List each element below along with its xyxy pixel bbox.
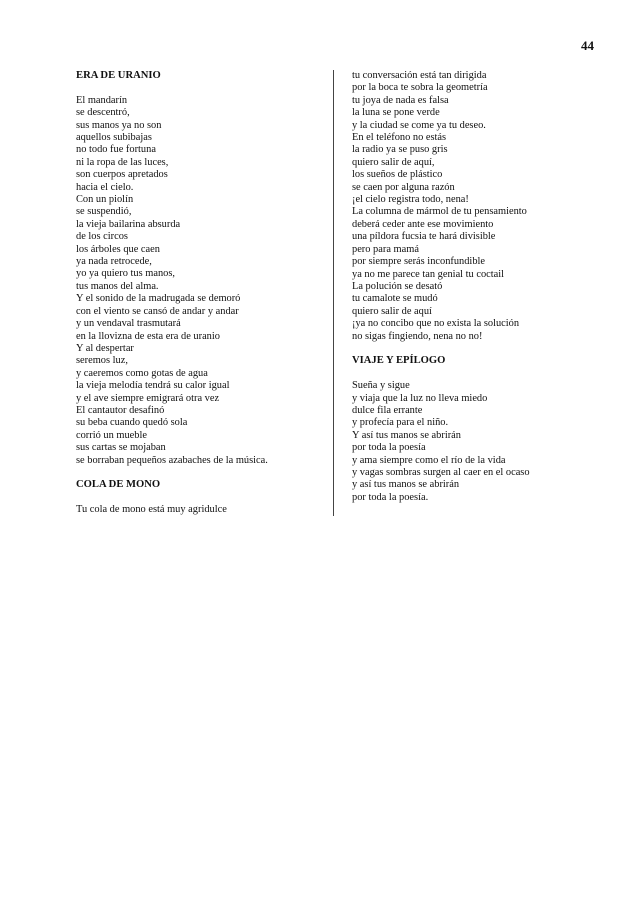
- poem-line: por siempre serás inconfundible: [352, 256, 486, 268]
- poem-line: se borraban pequeños azabaches de la música.: [76, 454, 268, 466]
- poem-line: y caeremos como gotas de agua: [76, 367, 208, 379]
- poem-line: se descentró,: [76, 107, 130, 119]
- poem-line: Sueña y sigue: [352, 380, 410, 392]
- poem-line: y así tus manos se abrirán: [352, 479, 460, 491]
- poem-line: deberá ceder ante ese movimiento: [352, 218, 494, 230]
- poem-title: VIAJE Y EPÍLOGO: [352, 355, 446, 367]
- poem-line: Tu cola de mono está muy agridulce: [76, 504, 227, 516]
- column-divider: [333, 70, 334, 516]
- poem-line: yo ya quiero tus manos,: [76, 268, 175, 280]
- poem-line: pero para mamá: [352, 243, 419, 255]
- poem-line: y la ciudad se come ya tu deseo.: [352, 119, 486, 131]
- poem-line: En el teléfono no estás: [352, 132, 447, 144]
- poem-line: seremos luz,: [76, 355, 128, 367]
- poem-line: no todo fue fortuna: [76, 144, 156, 156]
- right-column: [352, 70, 597, 504]
- poem-line: por la boca te sobra la geometría: [352, 82, 488, 94]
- poem-line: y un vendaval trasmutará: [76, 318, 181, 330]
- poem-line: se suspendió,: [76, 206, 132, 218]
- poem-title: ERA DE URANIO: [76, 70, 161, 81]
- poem-line: la radio ya se puso gris: [352, 144, 448, 156]
- poem-line: y el ave siempre emigrará otra vez: [76, 392, 220, 404]
- poem-line: la vieja bailarina absurda: [76, 218, 181, 230]
- poem-line: Y así tus manos se abrirán: [352, 429, 461, 441]
- poem-line: los sueños de plástico: [352, 169, 443, 181]
- poem-line: tu camalote se mudó: [352, 293, 438, 305]
- poem-line: El cantautor desafinó: [76, 404, 165, 416]
- poem-line: El mandarín: [76, 94, 128, 106]
- poem-line: sus manos ya no son: [76, 119, 162, 131]
- poem-line: la vieja melodía tendrá su calor igual: [76, 380, 230, 392]
- poem-line: La columna de mármol de tu pensamiento: [352, 206, 527, 218]
- poem-line: son cuerpos apretados: [76, 169, 168, 181]
- poem-line: quiero salir de aquí,: [352, 156, 435, 168]
- poem-line: y ama siempre como el río de la vida: [352, 454, 506, 466]
- poem-line: hacia el cielo.: [76, 181, 134, 193]
- poem-line: quiero salir de aquí: [352, 305, 432, 317]
- poem-line: Con un piolín: [76, 194, 134, 206]
- poem-line: su beba cuando quedó sola: [76, 417, 188, 429]
- stanza-gap: [76, 467, 331, 479]
- poem-line: corrió un mueble: [76, 429, 147, 441]
- poem-line: por toda la poesía: [352, 442, 426, 454]
- poem-line: una píldora fucsia te hará divisible: [352, 231, 496, 243]
- poem-line: con el viento se cansó de andar y andar: [76, 305, 239, 317]
- poem-line: ¡el cielo registra todo, nena!: [352, 194, 469, 206]
- poem-line: la luna se pone verde: [352, 107, 440, 119]
- poem-line: aquellos subibajas: [76, 132, 152, 144]
- poem-line: ni la ropa de las luces,: [76, 156, 169, 168]
- poem-line: tu joya de nada es falsa: [352, 94, 449, 106]
- poem-line: ¡ya no concibo que no exista la solución: [352, 318, 520, 330]
- poem-line: se caen por alguna razón: [352, 181, 455, 193]
- poem-line: La polución se desató: [352, 280, 443, 292]
- poem-line: no sigas fingiendo, nena no no!: [352, 330, 483, 342]
- poem-line: tu conversación está tan dirigida: [352, 70, 487, 81]
- stanza-gap: [352, 368, 597, 380]
- poem-line: sus cartas se mojaban: [76, 442, 166, 454]
- poem-line: y profecía para el niño.: [352, 417, 449, 429]
- poem-line: los árboles que caen: [76, 243, 160, 255]
- page-number: 44: [581, 38, 594, 53]
- poem-line: Y al despertar: [76, 342, 134, 354]
- poem-line: ya no me parece tan genial tu coctail: [352, 268, 505, 280]
- stanza-gap: [352, 343, 597, 355]
- stanza-gap: [76, 492, 331, 504]
- poem-line: Y el sonido de la madrugada se demoró: [76, 293, 241, 305]
- poem-line: y vagas sombras surgen al caer en el ocaso: [352, 466, 530, 478]
- poem-line: por toda la poesía.: [352, 491, 429, 503]
- poem-line: en la llovizna de esta era de uranio: [76, 330, 220, 342]
- left-column: [76, 70, 331, 517]
- poem-line: ya nada retrocede,: [76, 256, 152, 268]
- poem-line: dulce fila errante: [352, 404, 423, 416]
- poem-line: tus manos del alma.: [76, 280, 159, 292]
- poem-line: y viaja que la luz no lleva miedo: [352, 392, 488, 404]
- poem-line: de los circos: [76, 231, 128, 243]
- stanza-gap: [76, 82, 331, 94]
- poem-title: COLA DE MONO: [76, 479, 161, 491]
